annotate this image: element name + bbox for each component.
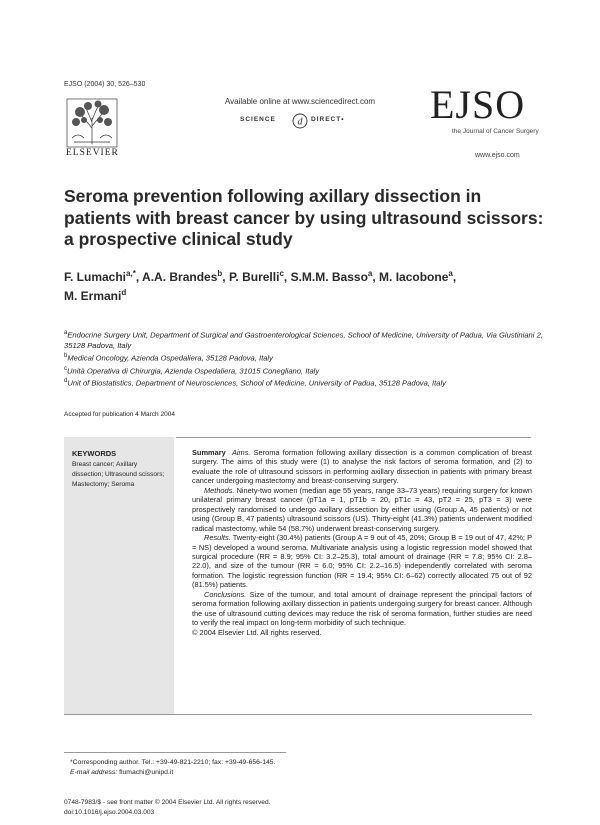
divider xyxy=(64,714,532,715)
corresponding-author: *Corresponding author. Tel.: +39-49-821-2210; fax: +39-49-656-145. xyxy=(70,759,276,766)
issn-line: 0748-7983/$ - see front matter © 2004 Elsevier Ltd. All rights reserved. xyxy=(64,799,271,806)
journal-logo: EJSO xyxy=(430,82,526,127)
citation: EJSO (2004) 30, 526–530 xyxy=(64,81,146,88)
abstract-conclusions: Conclusions. Size of the tumour, and total amount of drainage represent the principal factors of seroma formation following axillary dissection in patients undergoing surgery for breast cancer. Although the use of ultrasound cutting devices may reduce the risk of seroma formation, further studies are need to verify the real impact on long-term morbidity of such technique. xyxy=(192,589,532,628)
journal-subtitle: the Journal of Cancer Surgery xyxy=(452,128,539,135)
author: A.A. Brandes$^b$, xyxy=(142,269,229,284)
author: M. Ermani$^d$ xyxy=(64,288,127,303)
footnote-divider xyxy=(64,752,286,753)
email-link[interactable]: flumachi@unipd.it xyxy=(119,768,174,776)
author: F. Lumachi$^{a,*}$, xyxy=(64,269,143,284)
available-online: Available online at www.sciencedirect.com xyxy=(224,97,376,106)
abstract-copyright: © 2004 Elsevier Ltd. All rights reserved. xyxy=(192,627,322,637)
abstract xyxy=(192,448,532,637)
keywords-box xyxy=(64,437,174,714)
author: P. Burelli$^c$, xyxy=(228,269,291,284)
journal-url[interactable]: www.ejso.com xyxy=(475,152,520,159)
affiliation: $^d$Unit of Biostatistics, Department of Neurosciences, School of Medicine, University of Padua, 35128 Padova, Italy xyxy=(64,378,446,388)
abstract-methods: Methods. Ninety-two women (median age 55 years, range 33–73 years) requiring surgery for known unilateral primary breast cancer (pT1a = 1, pT1b = 20, pT1c = 43, pT2 = 25, pT3 = 3) were prospectively randomised to undergo axillary dissection by either using (Group A, 45 patients) or not using (Group B, 47 patients) ultrasound scissors (US). Thirty-eight (41.3%) patients underwent modified radical mastectomy, while 54 (58.7%) underwent breast-conserving surgery. xyxy=(192,485,532,533)
footnote xyxy=(64,758,294,777)
affiliation: $^a$Endocrine Surgery Unit, Department of Surgical and Gastroenterological Sciences, School of Medicine, University of Padua, Via Giustiniani 2, 35128 Padova, Italy xyxy=(64,330,543,350)
affiliation: $^c$Unità Operativa di Chirurgia, Azienda Ospedaliera, 31015 Conegliano, Italy xyxy=(64,365,320,376)
affiliations xyxy=(64,328,544,389)
sciencedirect-label: SCIENCE xyxy=(240,116,276,123)
affiliation: $^b$Medical Oncology, Azienda Ospedaliera, 35128 Padova, Italy xyxy=(64,352,273,363)
doi-line[interactable]: doi:10.1016/j.ejso.2004.03.003 xyxy=(64,808,155,816)
accepted-date: Accepted for publication 4 March 2004 xyxy=(64,411,175,418)
author: S.M.M. Basso$^a$, xyxy=(290,269,380,284)
page-footer xyxy=(64,798,270,818)
author-list xyxy=(64,266,544,304)
publisher-name: ELSEVIER xyxy=(66,148,119,158)
abstract-results: Results. Twenty-eight (30.4%) patients (Group A = 9 out of 45, 20%; Group B = 19 out of 47, 42%; P = NS) developed a wound seroma. Multivariate analysis using a logistic regression model showed that surgical procedure (RR = 8.9; 95% CI: 3.2–25.3), total amount of drainage (RR = 7.8; 95% CI: 2.8–22.0), and size of the tumour (RR = 6.0; 95% CI: 2.2–16.5) independently correlated with seroma formation. The logistic regression function (RR = 19.4; 95% CI: 6–62) correctly allocated 75 out of 92 (81.5%) patients. xyxy=(192,533,532,590)
author: M. Iacobone$^a$, xyxy=(379,269,457,284)
svg-text:d: d xyxy=(297,116,303,128)
divider xyxy=(176,437,531,438)
sciencedirect-logo xyxy=(240,112,360,130)
keywords-list: Breast cancer; Axillary dissection; Ultrasound scissors; Mastectomy; Seroma xyxy=(72,461,165,488)
email-line: E-mail address: flumachi@unipd.it xyxy=(70,768,174,776)
elsevier-tree-logo xyxy=(66,98,118,148)
abstract-aims: Summary Aims. Seroma formation following axillary dissection is a common complication of breast surgery. The aims of this study were (1) to analyse the risk factors of seroma formation, and (2) to evaluate the role of ultrasound scissors in performing axillary dissection in patients with primary breast cancer undergoing mastectomy and breast-conserving surgery. xyxy=(192,448,532,486)
sciencedirect-label-2: DIRECT• xyxy=(311,116,345,123)
article-title: Seroma prevention following axillary dissection in patients with breast cancer by using ultrasound scissors: a prospective clinical study xyxy=(64,186,544,249)
keywords-title: KEYWORDS xyxy=(72,449,117,458)
